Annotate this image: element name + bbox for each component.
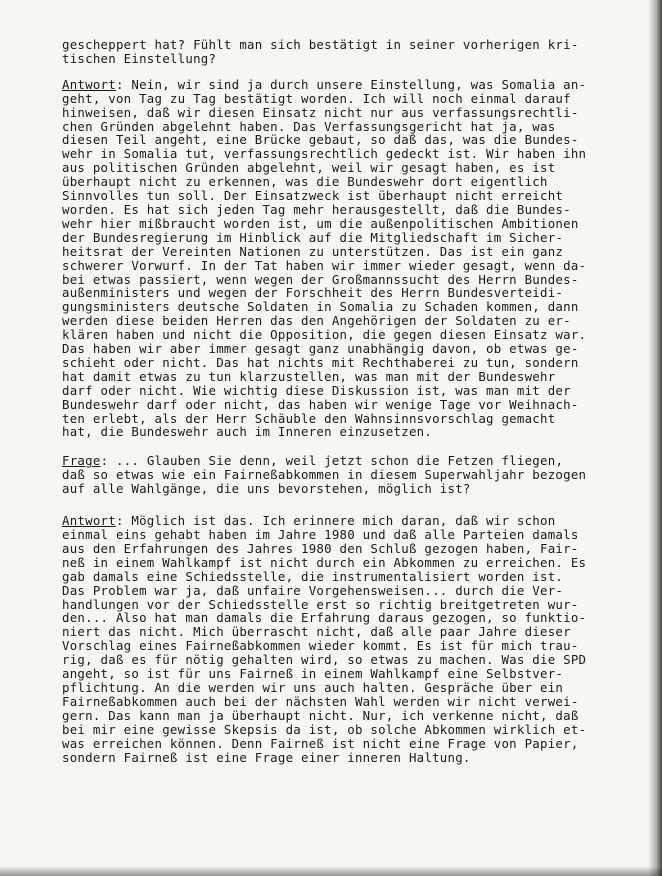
text-line: hat, die Bundeswehr auch im Inneren einzusetzen.: [62, 424, 433, 440]
text-line: daß so etwas wie ein Fairneßabkommen in diesem Superwahljahr bezogen: [62, 467, 587, 483]
text-line: einmal eins gehabt haben im Jahre 1980 und daß alle Parteien damals: [62, 527, 579, 542]
text-line: Fairneßabkommen auch bei der nächsten Wahl werden wir nicht verwei-: [62, 693, 579, 709]
text-line: außenministers und wegen der Forschheit des Herrn Bundesverteidi-: [62, 285, 564, 301]
document-body: [62, 37, 587, 765]
text-line: gungsministers deutsche Soldaten in Somalia zu Schaden kommen, dann: [62, 299, 579, 315]
text-line: auf alle Wahlgänge, die uns bevorstehen, möglich ist?: [62, 481, 471, 497]
text-line: neß in einem Wahlkampf ist nicht durch ein Abkommen zu erreichen. Es: [62, 554, 587, 570]
text-line: rig, daß es für nötig gehalten wird, so etwas zu machen. Was die SPD: [62, 652, 587, 668]
text-line: Das haben wir aber immer gesagt ganz unabhängig davon, ob etwas ge-: [62, 341, 579, 357]
text-line: hinweisen, daß wir diesen Einsatz nicht nur aus verfassungsrechtli-: [62, 104, 579, 120]
question-2-lines: [62, 467, 587, 497]
text-line: hat damit etwas zu tun klarzustellen, was man mit der Bundeswehr: [62, 368, 556, 384]
text-line: überhaupt nicht zu erkennen, was die Bundeswehr dort eigentlich: [62, 174, 548, 190]
text-line: [62, 76, 587, 92]
answer-2-lines: [62, 527, 587, 765]
scan-edge-shadow-right: [648, 0, 662, 876]
text-line: niert das nicht. Mich überrascht nicht, daß alle paar Jahre dieser: [62, 624, 571, 640]
answer-label: Antwort: [62, 513, 116, 529]
text-line: angeht, so ist für uns Fairneß in einem Wahlkampf eine Selbstver-: [62, 666, 564, 682]
text-line: heitsrat der Vereinten Nationen zu unterstützen. Das ist ein ganz: [62, 243, 564, 259]
answer-paragraph-2: [62, 513, 587, 765]
text-line: wehr hier mißbraucht worden ist, um die außenpolitischen Ambitionen: [62, 215, 579, 231]
text-line: [62, 454, 562, 468]
text-line: aus den Erfahrungen des Jahres 1980 den Schluß gezogen haben, Fair-: [62, 540, 579, 556]
text-line: bei mir eine gewisse Skepsis da ist, ob solche Abkommen wirklich et-: [62, 721, 587, 737]
text-line: bei etwas passiert, wenn wegen der Großmannssucht des Herrn Bundes-: [62, 271, 579, 287]
text-line: klären haben und nicht die Opposition, die gegen diesen Einsatz war.: [62, 327, 587, 343]
intro-paragraph: [62, 37, 579, 66]
text-line: den... Also hat man damals die Erfahrung daraus gezogen, so funktio-: [62, 610, 587, 626]
text-line: tischen Einstellung?: [62, 50, 217, 66]
question-first-line: : ... Glauben Sie denn, weil jetzt schon die Fetzen fliegen,: [100, 453, 564, 469]
question-paragraph-2: [62, 453, 587, 497]
text-line: der Bundesregierung im Hinblick auf die Mitgliedschaft im Sicher-: [62, 229, 564, 245]
text-line: werden diese beiden Herren das den Angehörigen der Soldaten zu er-: [62, 313, 571, 329]
text-line: [62, 514, 562, 528]
answer-1-lines: [62, 90, 587, 440]
text-line: aus politischen Gründen abgelehnt, weil wir gesagt haben, es ist: [62, 160, 556, 176]
text-line: diesen Teil angeht, eine Brücke gebaut, so daß das, was die Bundes-: [62, 132, 579, 148]
text-line: chen Gründen abgelehnt haben. Das Verfassungsgericht hat ja, was: [62, 118, 556, 134]
answer-label: Antwort: [62, 76, 116, 92]
answer-first-line: : Nein, wir sind ja durch unsere Einstellung, was Somalia an-: [115, 76, 587, 92]
question-label: Frage: [62, 453, 101, 469]
text-line: gab damals eine Schiedsstelle, die instrumentalisiert worden ist.: [62, 568, 564, 584]
text-line: Das Problem war ja, daß unfaire Vorgehensweisen... durch die Ver-: [62, 582, 564, 598]
text-line: wehr in Somalia tut, verfassungsrechtlich gedeckt ist. Wir haben ihn: [62, 146, 587, 162]
text-line: was erreichen können. Denn Fairneß ist nicht eine Frage von Papier,: [62, 735, 579, 751]
text-line: Vorschlag eines Fairneßabkommen wieder kommt. Es ist für mich trau-: [62, 638, 579, 654]
text-line: pflichtung. An die werden wir uns auch halten. Gespräche über ein: [62, 679, 564, 695]
text-line: sondern Fairneß ist eine Frage einer inneren Haltung.: [62, 749, 471, 765]
text-line: Sinnvolles tun soll. Der Einsatzweck ist überhaupt nicht erreicht: [62, 188, 564, 204]
answer-paragraph-1: [62, 76, 587, 440]
text-line: schieht oder nicht. Das hat nichts mit Rechthaberei zu tun, sondern: [62, 354, 579, 370]
answer-first-line: : Möglich ist das. Ich erinnere mich daran, daß wir schon: [115, 513, 556, 529]
text-line: schwerer Vorwurf. In der Tat haben wir immer wieder gesagt, wenn da-: [62, 257, 587, 273]
text-line: Bundeswehr darf oder nicht, das haben wir wenige Tage vor Weihnach-: [62, 396, 579, 412]
text-line: geht, von Tag zu Tag bestätigt worden. Ich will noch einmal darauf: [62, 90, 571, 106]
text-line: darf oder nicht. Wie wichtig diese Diskussion ist, was man mit der: [62, 382, 571, 398]
text-line: handlungen vor der Schiedsstelle erst so richtig breitgetreten wur-: [62, 596, 579, 612]
text-line: gern. Das kann man ja überhaupt nicht. Nur, ich verkenne nicht, daß: [62, 707, 579, 723]
text-line: ten erlebt, als der Herr Schäuble den Wahnsinnsvorschlag gemacht: [62, 410, 556, 426]
scan-edge-shadow-bottom: [0, 866, 662, 876]
text-line: gescheppert hat? Fühlt man sich bestätigt in seiner vorherigen kri-: [62, 37, 579, 52]
text-line: worden. Es hat sich jeden Tag mehr herausgestellt, daß die Bundes-: [62, 201, 571, 217]
